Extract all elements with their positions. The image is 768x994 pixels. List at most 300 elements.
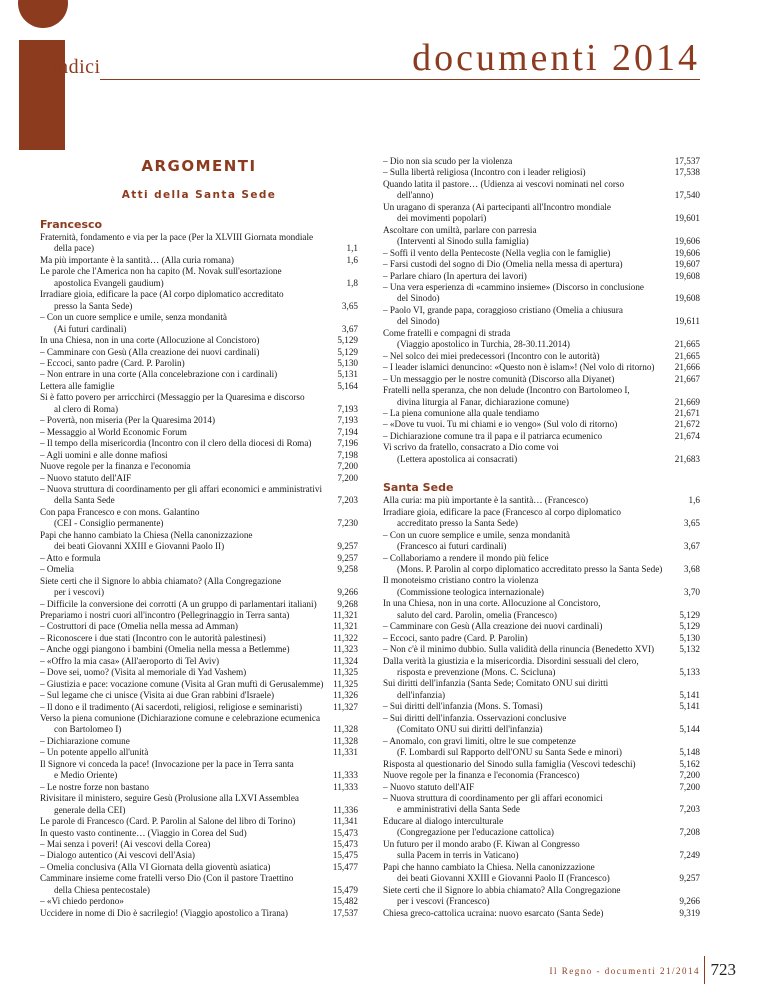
entry-page-ref: 7,230 <box>337 518 358 529</box>
entry-page-ref: 7,200 <box>679 770 700 781</box>
entry-page-ref: 17,540 <box>674 190 700 201</box>
index-entry <box>383 633 700 644</box>
entry-page-ref: 11,333 <box>333 770 358 781</box>
entry-title: Il Signore vi conceda la pace! (Invocazione per la pace in Terra santa <box>40 758 294 769</box>
right-column <box>383 156 700 919</box>
entry-page-ref: 19,607 <box>674 259 700 270</box>
index-entry <box>383 713 700 736</box>
index-entry <box>40 656 358 667</box>
entry-title: – Parlare chiaro (In apertura dei lavori) <box>383 270 527 281</box>
index-entry <box>40 289 358 312</box>
index-entry <box>40 839 358 850</box>
entry-title: – Sui diritti dell'infanzia. Osservazioni conclusive <box>383 712 567 723</box>
entry-title: Sui diritti dell'infanzia (Santa Sede; Comitato ONU sui diritti <box>383 678 609 689</box>
index-entry <box>40 828 358 839</box>
entry-continuation: della Chiesa pentecostale) <box>54 884 150 895</box>
entry-title: Come fratelli e compagni di strada <box>383 327 511 338</box>
entry-title: – Messaggio al World Economic Forum <box>40 426 187 437</box>
entry-page-ref: 11,326 <box>333 690 358 701</box>
entry-continuation: del Sinodo) <box>397 316 440 327</box>
index-entry <box>40 438 358 449</box>
entry-page-ref: 7,200 <box>337 472 358 483</box>
entry-title: – Dichiarazione comune tra il papa e il patriarca ecumenico <box>383 430 603 441</box>
entry-continuation: (Ai futuri cardinali) <box>54 323 127 334</box>
entry-title: – Non c'è il minimo dubbio. Sulla validità della rinuncia (Benedetto XVI) <box>383 644 655 655</box>
entry-continuation: della pace) <box>54 243 95 254</box>
entry-title: – Agli uomini e alle donne mafiosi <box>40 449 168 460</box>
index-entry <box>40 667 358 678</box>
entry-title: In una Chiesa, non in una corte. Allocuzione al Concistoro, <box>383 598 601 609</box>
entry-continuation: della Santa Sede <box>54 495 115 506</box>
entry-title: – Nuovo statuto dell'AIF <box>40 472 132 483</box>
entry-title: – Con un cuore semplice e umile, senza mondanità <box>40 312 228 323</box>
index-entry <box>40 747 358 758</box>
entry-title: – Sui diritti dell'infanzia (Mons. S. Tomasi) <box>383 701 543 712</box>
index-entry <box>40 873 358 896</box>
entry-page-ref: 11,325 <box>333 678 358 689</box>
entry-title: – Soffi il vento della Pentecoste (Nella veglia con le famiglie) <box>383 247 611 258</box>
section-label <box>52 56 101 79</box>
entry-page-ref: 21,667 <box>674 373 700 384</box>
entry-title: Vi scrivo da fratello, consacrato a Dio come voi <box>383 442 559 453</box>
index-entry <box>383 271 700 282</box>
entry-title: Papi che hanno cambiato la Chiesa (Nella canonizzazione <box>40 529 253 540</box>
index-entry <box>383 770 700 781</box>
header-rule <box>100 79 700 80</box>
entry-page-ref: 5,131 <box>337 369 358 380</box>
entry-title: – Sulla libertà religiosa (Incontro con i leader religiosi) <box>383 167 586 178</box>
entry-page-ref: 7,194 <box>337 426 358 437</box>
entry-title: – Sul legame che ci unisce (Visita ai due Gran rabbini d'Israele) <box>40 690 275 701</box>
entry-continuation: sulla Pacem in terris in Vaticano) <box>397 850 519 861</box>
index-entry <box>40 473 358 484</box>
entry-page-ref: 5,162 <box>679 758 700 769</box>
entry-continuation: (Francesco ai futuri cardinali) <box>397 541 507 552</box>
entry-page-ref: 5,132 <box>679 644 700 655</box>
entry-title: Un futuro per il mondo arabo (F. Kiwan al Congresso <box>383 838 580 849</box>
index-entry <box>383 442 700 465</box>
entry-page-ref: 5,129 <box>337 346 358 357</box>
entry-continuation: dei beati Giovanni XXIII e Giovanni Paolo II (Francesco) <box>397 873 610 884</box>
entry-page-ref: 5,141 <box>679 701 700 712</box>
entry-page-ref: 11,336 <box>333 804 358 815</box>
entry-continuation: (Congregazione per l'educazione cattolica) <box>397 827 554 838</box>
entry-continuation: (Lettera apostolica ai consacrati) <box>397 453 518 464</box>
section-gap <box>383 465 700 479</box>
entry-title: – Nel solco dei miei predecessori (Incontro con le autorità) <box>383 350 600 361</box>
entry-page-ref: 1,1 <box>346 243 358 254</box>
entry-page-ref: 17,538 <box>674 167 700 178</box>
index-entry <box>383 259 700 270</box>
index-list-francesco-b <box>383 156 700 465</box>
entry-title: Ascoltare con umiltà, parlare con parresia <box>383 224 537 235</box>
index-entry <box>40 415 358 426</box>
entry-title: – Collaboriamo a rendere il mondo più felice <box>383 552 549 563</box>
index-entry <box>383 793 700 816</box>
index-entry <box>383 678 700 701</box>
index-list-santa-sede <box>383 495 700 919</box>
entry-title: Quando latita il pastore… (Udienza ai vescovi nominati nel corso <box>383 178 625 189</box>
index-entry <box>40 576 358 599</box>
index-entry <box>40 759 358 782</box>
entry-continuation: (Interventi al Sinodo sulla famiglia) <box>397 236 529 247</box>
entry-page-ref: 3,65 <box>683 518 700 529</box>
entry-title: – Eccoci, santo padre (Card. P. Parolin) <box>383 632 528 643</box>
entry-title: Fratelli nella speranza, che non delude (Incontro con Bartolomeo I, <box>383 385 630 396</box>
entry-page-ref: 1,6 <box>688 495 700 506</box>
entry-page-ref: 7,193 <box>337 403 358 414</box>
index-entry <box>40 266 358 289</box>
entry-title: Camminare insieme come fratelli verso Dio (Con il pastore Traettino <box>40 873 294 884</box>
index-entry <box>383 736 700 759</box>
index-entry <box>40 599 358 610</box>
entry-page-ref: 21,671 <box>674 407 700 418</box>
entry-page-ref: 21,666 <box>674 362 700 373</box>
index-entry <box>383 759 700 770</box>
entry-title: Con papa Francesco e con mons. Galantino <box>40 506 200 517</box>
entry-page-ref: 11,322 <box>333 632 358 643</box>
entry-title: – Costruttori di pace (Omelia nella messa ad Amman) <box>40 621 238 632</box>
entry-title: – Le nostre forze non bastano <box>40 781 149 792</box>
entry-title: Il monoteismo cristiano contro la violenza <box>383 575 539 586</box>
entry-title: – Il dono e il tradimento (Ai sacerdoti, religiosi, religiose e seminaristi) <box>40 701 303 712</box>
entry-page-ref: 5,141 <box>679 689 700 700</box>
entry-continuation: dei beati Giovanni XXIII e Giovanni Paolo II) <box>54 541 225 552</box>
entry-title: Uccidere in nome di Dio è sacrilegio! (Viaggio apostolico a Tirana) <box>40 907 288 918</box>
index-entry <box>40 530 358 553</box>
entry-page-ref: 7,200 <box>337 461 358 472</box>
index-entry <box>40 564 358 575</box>
index-entry <box>383 782 700 793</box>
index-entry <box>383 328 700 351</box>
entry-page-ref: 21,669 <box>674 396 700 407</box>
index-entry <box>40 862 358 873</box>
index-entry <box>40 381 358 392</box>
entry-title: – Un messaggio per le nostre comunità (Discorso alla Diyanet) <box>383 373 615 384</box>
entry-page-ref: 19,608 <box>674 270 700 281</box>
entry-page-ref: 7,193 <box>337 415 358 426</box>
entry-continuation: e Medio Oriente) <box>54 770 118 781</box>
entry-page-ref: 19,606 <box>674 247 700 258</box>
entry-continuation: (F. Lombardi sul Rapporto dell'ONU su Santa Sede e minori) <box>397 747 622 758</box>
index-entry <box>383 282 700 305</box>
entry-title: Chiesa greco-cattolica ucraina: nuovo esarcato (Santa Sede) <box>383 907 604 918</box>
entry-page-ref: 7,208 <box>679 827 700 838</box>
entry-page-ref: 5,164 <box>337 380 358 391</box>
index-entry <box>383 575 700 598</box>
entry-title: – Dialogo autentico (Ai vescovi dell'Asia) <box>40 850 195 861</box>
index-entry <box>40 335 358 346</box>
entry-title: – Dichiarazione comune <box>40 735 130 746</box>
entry-page-ref: 15,482 <box>332 896 358 907</box>
entry-page-ref: 5,148 <box>679 747 700 758</box>
index-entry <box>40 782 358 793</box>
index-entry <box>40 633 358 644</box>
entry-page-ref: 19,611 <box>675 316 700 327</box>
entry-page-ref: 21,665 <box>674 339 700 350</box>
index-entry <box>40 793 358 816</box>
index-entry <box>40 358 358 369</box>
index-entry <box>40 816 358 827</box>
entry-page-ref: 21,672 <box>674 419 700 430</box>
entry-page-ref: 17,537 <box>332 907 358 918</box>
entry-title: Siete certi che il Signore lo abbia chiamato? (Alla Congregazione <box>40 575 282 586</box>
running-footer: Il Regno - documenti 21/2014 <box>549 966 700 976</box>
entry-title: Papi che hanno cambiato la Chiesa. Nella canonizzazione <box>383 861 595 872</box>
entry-continuation: (CEI - Consiglio permanente) <box>54 518 164 529</box>
entry-page-ref: 7,200 <box>679 781 700 792</box>
section-heading-santa-sede: Santa Sede <box>383 481 454 495</box>
entry-continuation: divina liturgia al Fanar, dichiarazione comune) <box>397 396 569 407</box>
index-entry <box>383 167 700 178</box>
entry-title: Un uragano di speranza (Ai partecipanti all'Incontro mondiale <box>383 201 611 212</box>
index-entry <box>383 431 700 442</box>
entry-title: – Farsi custodi del sogno di Dio (Omelia nella messa di apertura) <box>383 259 623 270</box>
index-entry <box>383 351 700 362</box>
entry-title: – Il tempo della misericordia (Incontro con il clero della diocesi di Roma) <box>40 438 312 449</box>
entry-page-ref: 3,65 <box>341 300 358 311</box>
entry-title: – Omelia conclusiva (Alla VI Giornata della gioventù asiatica) <box>40 861 271 872</box>
left-column <box>40 156 358 919</box>
index-entry <box>40 347 358 358</box>
entry-continuation: dell'anno) <box>397 190 434 201</box>
entry-page-ref: 5,133 <box>679 667 700 678</box>
entry-title: Si è fatto povero per arricchirci (Messaggio per la Quaresima e discorso <box>40 392 305 403</box>
entry-title: – Eccoci, santo padre (Card. P. Parolin) <box>40 357 185 368</box>
index-entry <box>383 419 700 430</box>
entry-title: Alla curia: ma più importante è la santità… (Francesco) <box>383 495 589 506</box>
entry-page-ref: 11,328 <box>333 735 358 746</box>
entry-continuation: (Viaggio apostolico in Turchia, 28-30.11.2014) <box>397 339 570 350</box>
entry-title: – Giustizia e pace: vocazione comune (Visita al Gran muftì di Gerusalemme) <box>40 678 324 689</box>
entry-title: – Anomalo, con gravi limiti, oltre le sue competenze <box>383 735 576 746</box>
logo-dot <box>18 0 68 28</box>
entry-title: – Non entrare in una corte (Alla concelebrazione con i cardinali) <box>40 369 278 380</box>
index-entry <box>383 374 700 385</box>
index-entry <box>383 701 700 712</box>
index-entry <box>383 156 700 167</box>
index-entry <box>383 553 700 576</box>
index-entry <box>383 507 700 530</box>
entry-continuation: risposta e prevenzione (Mons. C. Scicluna) <box>397 667 556 678</box>
index-entry <box>40 427 358 438</box>
entry-page-ref: 9,257 <box>337 541 358 552</box>
entry-page-ref: 1,8 <box>346 277 358 288</box>
entry-title: Nuove regole per la finanza e l'economia <box>40 461 191 472</box>
entry-page-ref: 11,325 <box>333 667 358 678</box>
entry-title: – La piena comunione alla quale tendiamo <box>383 407 540 418</box>
entry-continuation: e amministrativi della Santa Sede <box>397 804 520 815</box>
index-entry <box>40 702 358 713</box>
entry-page-ref: 9,268 <box>337 598 358 609</box>
entry-page-ref: 3,70 <box>683 586 700 597</box>
entry-title: In questo vasto continente… (Viaggio in Corea del Sud) <box>40 827 247 838</box>
entry-page-ref: 9,266 <box>337 587 358 598</box>
entry-page-ref: 15,477 <box>332 861 358 872</box>
entry-title: Rivisitare il ministero, seguire Gesù (Prolusione alla LXVI Assemblea <box>40 793 299 804</box>
entry-continuation: dell'infanzia) <box>397 689 446 700</box>
footer-rule <box>704 956 705 984</box>
index-entry <box>383 385 700 408</box>
entry-title: – «Dove tu vuoi. Tu mi chiami e io vengo» (Sul volo di ritorno) <box>383 419 618 430</box>
index-entry <box>40 553 358 564</box>
page-number: 723 <box>710 960 736 979</box>
index-entry <box>40 644 358 655</box>
entry-page-ref: 5,129 <box>679 621 700 632</box>
entry-continuation: presso la Santa Sede) <box>54 300 133 311</box>
entry-page-ref: 11,321 <box>333 621 358 632</box>
index-entry <box>383 621 700 632</box>
index-entry <box>40 908 358 919</box>
entry-page-ref: 1,6 <box>346 254 358 265</box>
index-entry <box>40 392 358 415</box>
entry-title: In una Chiesa, non in una corte (Allocuzione al Concistoro) <box>40 335 260 346</box>
entry-title: – Camminare con Gesù (Alla creazione dei nuovi cardinali) <box>40 346 260 357</box>
entry-title: – Atto e formula <box>40 552 101 563</box>
entry-title: – Con un cuore semplice e umile, senza mondanità <box>383 529 571 540</box>
entry-page-ref: 5,130 <box>337 357 358 368</box>
entry-title: – Un potente appello all'unità <box>40 747 149 758</box>
entry-title: – Omelia <box>40 564 74 575</box>
entry-page-ref: 3,68 <box>683 563 700 574</box>
entry-title: Siete certi che il Signore lo abbia chiamato? Alla Congregazione <box>383 884 621 895</box>
entry-title: – Nuovo statuto dell'AIF <box>383 781 475 792</box>
entry-continuation: (Commissione teologica internazionale) <box>397 586 544 597</box>
entry-page-ref: 7,249 <box>679 850 700 861</box>
entry-page-ref: 11,341 <box>333 816 358 827</box>
entry-page-ref: 9,319 <box>679 907 700 918</box>
entry-title: – «Vi chiedo perdono» <box>40 896 124 907</box>
entry-title: Verso la piena comunione (Dichiarazione comune e celebrazione ecumenica <box>40 713 321 724</box>
entry-page-ref: 15,479 <box>332 884 358 895</box>
index-entry <box>383 839 700 862</box>
index-entry <box>383 885 700 908</box>
index-entry <box>383 908 700 919</box>
entry-page-ref: 5,130 <box>679 632 700 643</box>
entry-page-ref: 11,321 <box>333 609 358 620</box>
entry-page-ref: 11,331 <box>333 747 358 758</box>
index-entry <box>383 530 700 553</box>
entry-page-ref: 15,473 <box>332 839 358 850</box>
index-entry <box>383 408 700 419</box>
entry-continuation: (Comitato ONU sui diritti dell'infanzia) <box>397 724 543 735</box>
entry-page-ref: 7,198 <box>337 449 358 460</box>
entry-page-ref: 11,324 <box>333 655 358 666</box>
entry-continuation: generale della CEI) <box>54 804 126 815</box>
entry-title: – Povertà, non miseria (Per la Quaresima 2014) <box>40 415 216 426</box>
index-entry <box>40 461 358 472</box>
index-entry <box>40 232 358 255</box>
entry-title: – I leader islamici denuncino: «Questo non è islam»! (Nel volo di ritorno) <box>383 362 655 373</box>
index-entry <box>40 610 358 621</box>
entry-page-ref: 21,674 <box>674 430 700 441</box>
index-entry <box>40 850 358 861</box>
entry-continuation: (Mons. P. Parolin al corpo diplomatico accreditato presso la Santa Sede) <box>397 563 663 574</box>
entry-continuation: apostolica Evangeli gaudium) <box>54 277 164 288</box>
entry-page-ref: 11,333 <box>333 781 358 792</box>
entry-title: – «Offro la mia casa» (All'aeroporto di Tel Aviv) <box>40 655 220 666</box>
entry-page-ref: 5,129 <box>337 335 358 346</box>
section-label-rest: ndici <box>58 56 101 78</box>
entry-title: – Nuova struttura di coordinamento per gli affari economici <box>383 793 603 804</box>
section-heading-francesco: Francesco <box>40 218 103 231</box>
index-entry <box>383 362 700 373</box>
index-entry <box>40 507 358 530</box>
entry-page-ref: 15,473 <box>332 827 358 838</box>
entry-title: – Una vera esperienza di «cammino insieme» (Discorso in conclusione <box>383 281 644 292</box>
section-label-initial: i <box>52 56 59 78</box>
entry-title: Educare al dialogo interculturale <box>383 815 504 826</box>
entry-title: – Anche oggi piangono i bambini (Omelia nella messa a Betlemme) <box>40 644 290 655</box>
index-entry <box>383 862 700 885</box>
entry-page-ref: 19,608 <box>674 293 700 304</box>
entry-page-ref: 3,67 <box>683 541 700 552</box>
entry-title: Irradiare gioia, edificare la pace (Al corpo diplomatico accreditato <box>40 289 284 300</box>
index-entry <box>383 248 700 259</box>
entry-title: – Riconoscere i due stati (Incontro con le autorità palestinesi) <box>40 632 266 643</box>
index-entry <box>383 656 700 679</box>
page-title: documenti 2014 <box>412 37 700 79</box>
index-list-francesco-a <box>40 232 358 919</box>
index-entry <box>40 896 358 907</box>
entry-page-ref: 7,203 <box>679 804 700 815</box>
entry-continuation: al clero di Roma) <box>54 403 119 414</box>
index-entry <box>383 598 700 621</box>
entry-page-ref: 3,67 <box>341 323 358 334</box>
index-entry <box>40 450 358 461</box>
index-entry <box>383 816 700 839</box>
entry-continuation: del Sinodo) <box>397 293 440 304</box>
entry-page-ref: 9,258 <box>337 564 358 575</box>
index-entry <box>383 225 700 248</box>
index-entry <box>383 202 700 225</box>
entry-title: Fraternità, fondamento e via per la pace (Per la XLVIII Giornata mondiale <box>40 232 314 242</box>
entry-title: Nuove regole per la finanza e l'economia (Francesco) <box>383 770 580 781</box>
entry-continuation: per i vescovi (Francesco) <box>397 896 490 907</box>
atti-heading: Atti della Santa Sede <box>121 189 277 201</box>
entry-page-ref: 11,328 <box>333 724 358 735</box>
entry-title: Le parole che l'America non ha capito (M. Novak sull'esortazione <box>40 266 282 277</box>
index-entry <box>383 179 700 202</box>
entry-title: – Dove sei, uomo? (Visita al memoriale di Yad Vashem) <box>40 667 247 678</box>
entry-continuation: saluto del card. Parolin, omelia (Francesco) <box>397 609 557 620</box>
entry-page-ref: 21,683 <box>674 453 700 464</box>
entry-page-ref: 19,606 <box>674 236 700 247</box>
entry-continuation: per i vescovi) <box>54 587 105 598</box>
entry-title: Dalla verità la giustizia e la misericordia. Disordini sessuali del clero, <box>383 655 639 666</box>
entry-title: Ma più importante è la santità… (Alla curia romana) <box>40 254 234 265</box>
index-entry <box>40 255 358 266</box>
entry-continuation: con Bartolomeo I) <box>54 724 122 735</box>
entry-page-ref: 5,129 <box>679 609 700 620</box>
entry-page-ref: 21,665 <box>674 350 700 361</box>
entry-page-ref: 7,196 <box>337 438 358 449</box>
entry-title: Lettera alle famiglie <box>40 380 115 391</box>
entry-title: – Dio non sia scudo per la violenza <box>383 156 513 166</box>
index-entry <box>383 495 700 506</box>
index-entry <box>40 690 358 701</box>
index-entry <box>40 484 358 507</box>
entry-page-ref: 19,601 <box>674 213 700 224</box>
entry-continuation: dei movimenti popolari) <box>397 213 487 224</box>
entry-page-ref: 9,257 <box>337 552 358 563</box>
index-entry <box>40 679 358 690</box>
entry-page-ref: 11,323 <box>333 644 358 655</box>
index-entry <box>383 644 700 655</box>
index-entry <box>40 369 358 380</box>
entry-continuation: accreditato presso la Santa Sede) <box>397 518 518 529</box>
entry-title: Le parole di Francesco (Card. P. Parolin al Salone del libro di Torino) <box>40 816 296 827</box>
